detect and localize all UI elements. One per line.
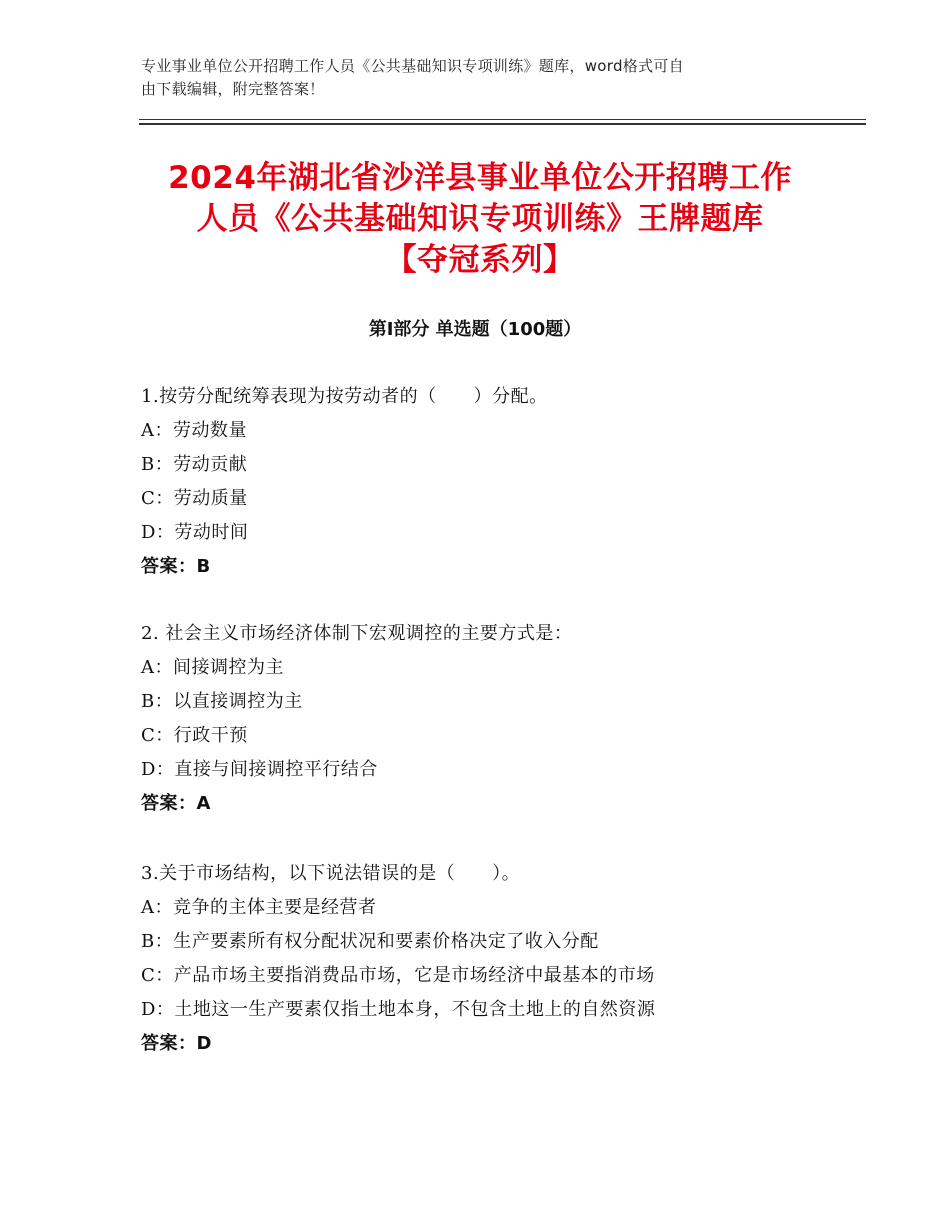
option-d: D：劳动时间: [141, 522, 249, 543]
header-line-2: 由下载编辑，附完整答案！: [141, 80, 325, 98]
question-stem: 3.关于市场结构，以下说法错误的是（ ）。: [141, 863, 521, 884]
header-line-1: 专业事业单位公开招聘工作人员《公共基础知识专项训练》题库，word格式可自: [141, 57, 684, 75]
question-3: [141, 857, 871, 1061]
header-divider-thin: [139, 119, 866, 120]
option-b: B：劳动贡献: [141, 454, 248, 475]
option-c: C：劳动质量: [141, 488, 248, 509]
title-line-3: 【夺冠系列】: [385, 242, 575, 278]
option-c: C：产品市场主要指消费品市场，它是市场经济中最基本的市场: [141, 965, 655, 986]
option-a: A：竞争的主体主要是经营者: [141, 897, 377, 918]
option-a: A：劳动数量: [141, 420, 247, 441]
answer: 答案：D: [141, 1033, 212, 1054]
option-b: B：以直接调控为主: [141, 691, 303, 712]
question-stem: 1.按劳分配统筹表现为按劳动者的（ ）分配。: [141, 386, 548, 407]
option-c: C：行政干预: [141, 725, 248, 746]
title-line-2: 人员《公共基础知识专项训练》王牌题库: [196, 201, 764, 237]
document-header-note: [141, 55, 821, 101]
question-2: [141, 617, 871, 821]
question-stem: 2. 社会主义市场经济体制下宏观调控的主要方式是：: [141, 623, 573, 644]
section-title: 第Ⅰ部分 单选题（100题）: [368, 319, 582, 340]
header-divider-thick: [139, 123, 866, 125]
option-d: D：土地这一生产要素仅指土地本身，不包含土地上的自然资源: [141, 999, 656, 1020]
option-d: D：直接与间接调控平行结合: [141, 759, 378, 780]
option-a: A：间接调控为主: [141, 657, 284, 678]
answer: 答案：A: [141, 793, 211, 814]
answer: 答案：B: [141, 556, 211, 577]
title-line-1: 2024年湖北省沙洋县事业单位公开招聘工作: [168, 160, 792, 196]
option-b: B：生产要素所有权分配状况和要素价格决定了收入分配: [141, 931, 599, 952]
document-title: [140, 158, 820, 281]
question-1: [141, 380, 871, 584]
